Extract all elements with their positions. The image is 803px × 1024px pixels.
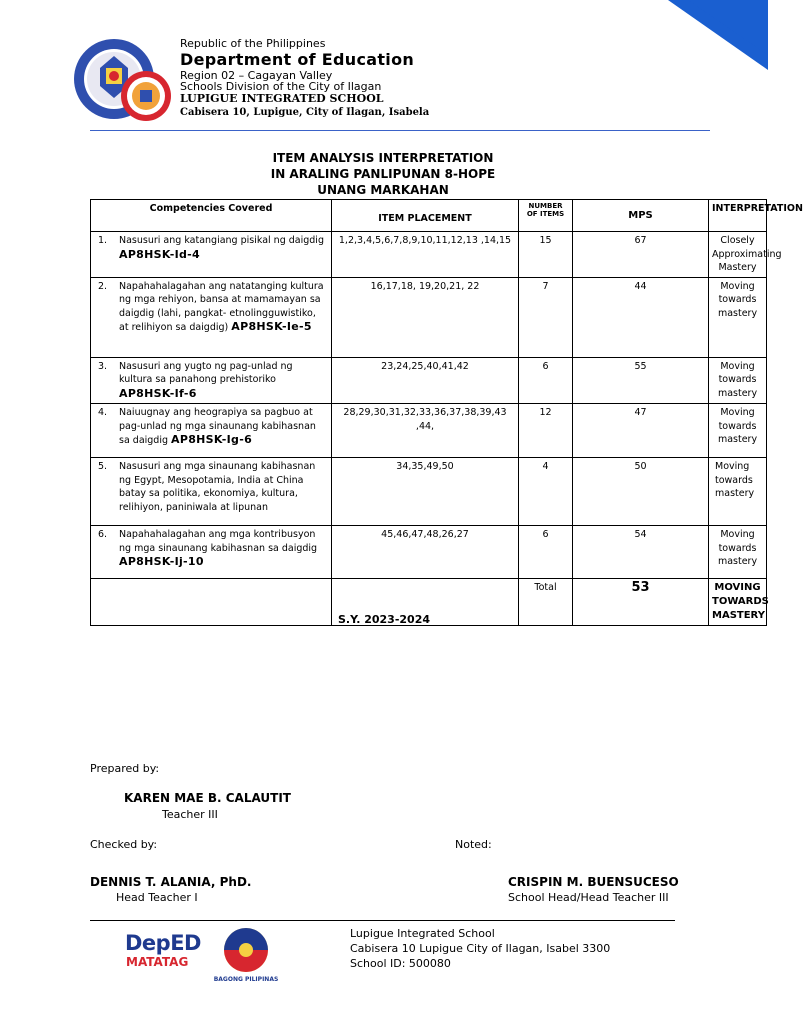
row-number: 1. — [98, 235, 108, 246]
school-name: LUPIGUE INTEGRATED SCHOOL — [180, 92, 384, 105]
title-line-2: IN ARALING PANLIPUNAN 8-HOPE — [270, 167, 496, 181]
item-analysis-table — [90, 199, 803, 626]
division-line: Schools Division of the City of Ilagan — [180, 80, 382, 93]
table-header-row — [91, 200, 767, 232]
footer-address: Cabisera 10 Lupigue City of Ilagan, Isabel 3300 — [350, 942, 611, 955]
competency-cell — [91, 458, 332, 526]
school-seal-logo — [120, 70, 172, 122]
deped-matatag-logo — [125, 932, 201, 970]
row-number: 2. — [98, 280, 108, 292]
item-placement-cell: 23,24,25,40,41,42 — [332, 357, 519, 404]
region-line: Region 02 – Cagayan Valley — [180, 69, 333, 82]
item-placement-cell: 28,29,30,31,32,33,36,37,38,39,43 ,44, — [332, 404, 519, 458]
header-rule — [90, 130, 710, 131]
table-row — [91, 458, 767, 526]
checked-by-label: Checked by: — [90, 838, 158, 851]
title-line-3: UNANG MARKAHAN — [317, 183, 449, 197]
number-of-items-cell: 6 — [519, 526, 573, 579]
mps-cell: 67 — [573, 232, 709, 278]
mps-cell: 44 — [573, 277, 709, 357]
table-row — [91, 404, 767, 458]
item-placement-cell: 1,2,3,4,5,6,7,8,9,10,11,12,13 ,14,15 — [332, 232, 519, 278]
mps-cell: 54 — [573, 526, 709, 579]
interpretation-cell: Moving towards mastery — [709, 458, 767, 526]
noted-label: Noted: — [455, 838, 492, 851]
competency-code: AP8HSK-Ij-10 — [119, 555, 204, 568]
competency-cell — [91, 526, 332, 579]
competency-code: AP8HSK-Id-4 — [119, 247, 200, 261]
header-competencies: Competencies Covered — [91, 200, 332, 232]
table-row — [91, 277, 767, 357]
competency-cell — [91, 357, 332, 404]
header-number-of-items: NUMBER OF ITEMS — [519, 200, 573, 232]
header-mps: MPS — [573, 200, 709, 232]
competency-text: Nasusuri ang yugto ng pag-unlad ng kultura sa panahong prehistoriko — [119, 360, 293, 385]
school-address: Cabisera 10, Lupigue, City of Ilagan, Isabela — [180, 107, 430, 118]
total-mps: 53 — [573, 579, 709, 626]
competency-text: Nasusuri ang mga sinaunang kabihasnan ng Egypt, Mesopotamia, India at China batay sa politika, ekonomiya, kultura, relihiyon, paniniwala at lipunan — [119, 461, 316, 513]
republic-line: Republic of the Philippines — [180, 37, 326, 50]
title-line-1: ITEM ANALYSIS INTERPRETATION — [272, 151, 494, 165]
mps-cell: 47 — [573, 404, 709, 458]
number-of-items-cell: 6 — [519, 357, 573, 404]
number-of-items-cell: 7 — [519, 277, 573, 357]
document-title — [0, 150, 768, 198]
interpretation-cell: Moving towards mastery — [709, 526, 767, 579]
interpretation-cell: Closely Approximating Mastery — [709, 232, 767, 278]
competency-text: Napahahalagahan ang mga kontribusyon ng mga sinaunang kabihasnan sa daigdig — [119, 529, 318, 554]
competency-text: Napahahalagahan ang natatanging kultura ng mga rehiyon, bansa at mamamayan sa daigdig (lahi, pangkat- etnolingguwistiko, at relihiyon sa daigdig) — [119, 280, 324, 333]
number-of-items-cell: 15 — [519, 232, 573, 278]
footer-school-id: School ID: 500080 — [350, 957, 451, 970]
competency-text: Nasusuri ang katangiang pisikal ng daigdig — [119, 235, 324, 246]
competency-code: AP8HSK-If-6 — [119, 386, 197, 400]
row-number: 4. — [98, 407, 108, 418]
letterhead — [180, 37, 429, 120]
competency-text: Naiuugnay ang heograpiya sa pagbuo at pag-unlad ng mga sinaunang kabihasnan sa daigdig — [119, 407, 316, 446]
number-of-items-cell: 4 — [519, 458, 573, 526]
prepared-by-label: Prepared by: — [90, 762, 160, 775]
competency-code: AP8HSK-Ig-6 — [171, 433, 253, 446]
corner-accent — [668, 0, 768, 70]
noted-title: School Head/Head Teacher III — [508, 891, 669, 904]
total-label: Total — [519, 579, 573, 626]
competency-code: AP8HSK-Ie-5 — [231, 320, 312, 333]
interpretation-cell: Moving towards mastery — [709, 357, 767, 404]
row-number: 6. — [98, 529, 108, 540]
table-row — [91, 357, 767, 404]
competency-cell — [91, 404, 332, 458]
footer-school: Lupigue Integrated School — [350, 927, 495, 940]
item-placement-cell: 45,46,47,48,26,27 — [332, 526, 519, 579]
item-placement-cell: 16,17,18, 19,20,21, 22 — [332, 277, 519, 357]
number-of-items-cell: 12 — [519, 404, 573, 458]
matatag-logo-text: MATATAG — [126, 955, 189, 969]
competency-cell — [91, 232, 332, 278]
department-name: Department of Education — [180, 50, 415, 69]
header-item-placement: ITEM PLACEMENT — [332, 200, 519, 232]
checked-by-name: DENNIS T. ALANIA, PhD. — [90, 875, 252, 889]
item-placement-cell: 34,35,49,50 — [332, 458, 519, 526]
school-year: S.Y. 2023-2024 — [337, 613, 431, 626]
interpretation-cell: Moving towards mastery — [709, 277, 767, 357]
competency-cell — [91, 277, 332, 357]
table-row — [91, 526, 767, 579]
header-interpretation: INTERPRETATION — [709, 200, 767, 232]
row-number: 5. — [98, 461, 108, 472]
prepared-by-title: Teacher III — [162, 808, 218, 821]
table-row — [91, 232, 767, 278]
deped-logo-text: DepED — [125, 931, 201, 955]
checked-by-title: Head Teacher I — [116, 891, 198, 904]
mps-cell: 55 — [573, 357, 709, 404]
total-interpretation: MOVING TOWARDS MASTERY — [709, 579, 767, 626]
bagong-pilipinas-text: BAGONG PILIPINAS — [213, 976, 279, 983]
noted-name: CRISPIN M. BUENSUCESO — [508, 875, 679, 889]
interpretation-cell: Moving towards mastery — [709, 404, 767, 458]
row-number: 3. — [98, 360, 108, 372]
prepared-by-name: KAREN MAE B. CALAUTIT — [124, 791, 291, 805]
footer-contact — [350, 926, 610, 971]
mps-cell: 50 — [573, 458, 709, 526]
footer-rule — [90, 920, 675, 921]
